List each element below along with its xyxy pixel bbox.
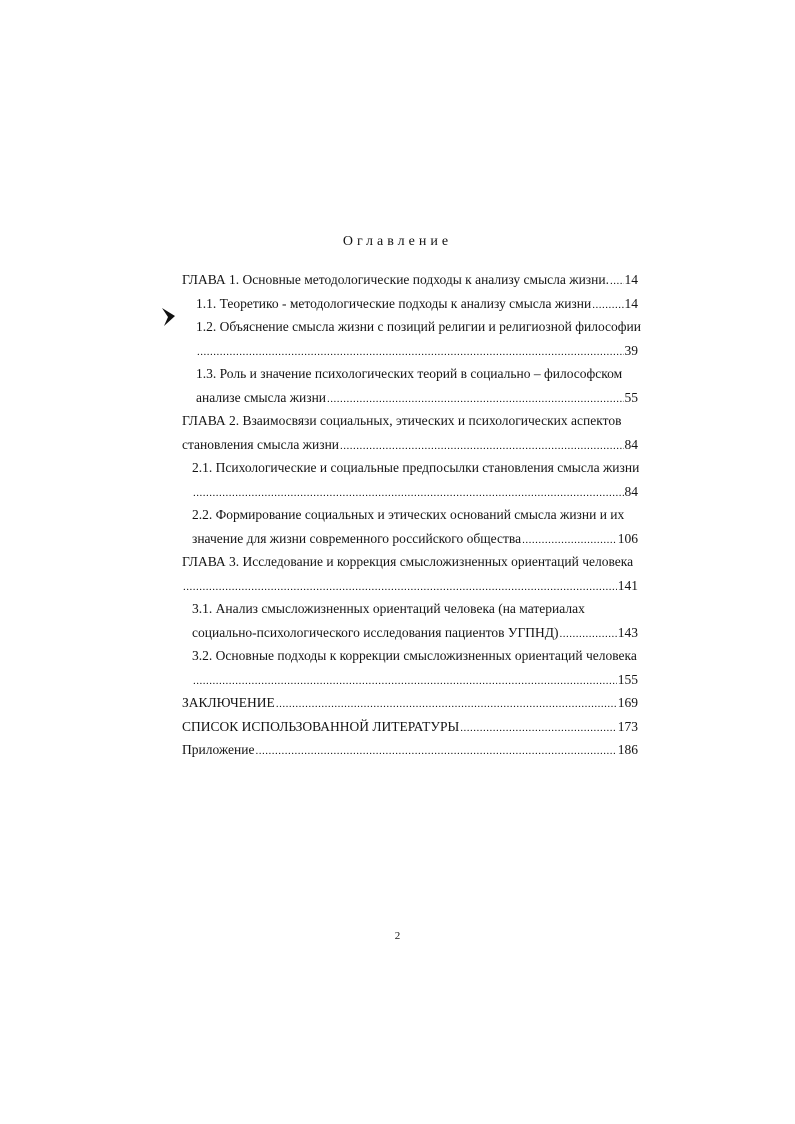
toc-entry-section-2-1[interactable] [182,456,638,503]
toc-entry-text: 3.2. Основные подходы к коррекции смысложизненных ориентаций человека [192,648,637,663]
dot-leader [610,270,624,294]
toc-entry-text: анализе смысла жизни [196,389,327,405]
toc-line [182,503,638,527]
dot-leader [592,294,623,318]
toc-entry-section-2-2[interactable] [182,503,638,550]
dot-leader [276,693,617,717]
toc-entry-page: 55 [624,389,638,405]
toc-line [182,527,638,551]
toc-entry-text: ГЛАВА 3. Исследование и коррекция смысложизненных ориентаций человека [182,554,634,569]
toc-entry-chapter-3[interactable] [182,550,638,597]
toc-entry-chapter-2[interactable] [182,409,638,456]
toc-entry-text: 3.1. Анализ смысложизненных ориентаций человека (на материалах [192,601,585,616]
toc-entry-page: 186 [617,742,638,757]
scan-mark-icon [160,306,178,328]
dot-leader [560,623,617,647]
toc-entry-conclusion[interactable] [182,691,638,715]
toc-entry-section-3-2[interactable] [182,644,638,691]
toc-line [182,738,638,762]
toc-entry-text: ГЛАВА 2. Взаимосвязи социальных, этических и психологических аспектов [182,413,622,428]
toc-line [182,362,638,386]
dot-leader [197,341,624,365]
toc-entry-page: 155 [617,671,638,687]
toc-line [182,480,638,504]
toc-entry-text: СПИСОК ИСПОЛЬЗОВАННОЙ ЛИТЕРАТУРЫ [182,718,460,734]
toc-line [182,386,638,410]
toc-line [182,715,638,739]
toc-line [182,644,638,668]
toc-entry-page: 84 [624,436,638,452]
dot-leader [193,482,624,506]
toc-entry-page: 173 [617,718,638,734]
dot-leader [460,717,617,741]
toc-entry-section-1-3[interactable] [182,362,638,409]
toc-entry-section-1-2[interactable] [182,315,641,362]
toc-entry-text: 1.1. Теоретико - методологические подходы к анализу смысла жизни [196,295,592,311]
toc-line [182,597,638,621]
toc-entry-section-1-1[interactable] [182,292,638,316]
page-number: 2 [394,930,401,942]
table-of-contents [182,268,641,762]
toc-entry-text: 1.3. Роль и значение психологических теорий в социально – философском [196,366,623,381]
toc-entry-section-3-1[interactable] [182,597,638,644]
toc-entry-text: ГЛАВА 1. Основные методологические подходы к анализу смысла жизни. [182,272,609,287]
toc-entry-page: 84 [624,483,638,499]
toc-entry-page: 14 [624,295,638,311]
toc-entry-appendix[interactable] [182,738,638,762]
toc-title: Оглавление [342,234,453,249]
toc-entry-text: Приложение [182,742,255,757]
toc-line [182,574,638,598]
toc-entry-text: 2.1. Психологические и социальные предпосылки становления смысла жизни [192,460,640,475]
toc-line [182,315,641,339]
toc-entry-text: 2.2. Формирование социальных и этических оснований смысла жизни и их [192,507,625,522]
dot-leader [193,670,617,694]
toc-entry-page: 14 [624,272,638,287]
toc-line [182,292,638,316]
toc-line [182,433,638,457]
toc-line [182,268,638,292]
toc-entry-page: 39 [624,342,638,358]
dot-leader [327,388,623,412]
toc-line [182,339,638,363]
toc-entry-page: 143 [617,624,638,640]
toc-entry-page: 169 [617,695,638,710]
toc-entry-references[interactable] [182,715,638,739]
toc-line [182,550,638,574]
toc-line [182,668,638,692]
toc-entry-text: 1.2. Объяснение смысла жизни с позиций религии и религиозной философии [196,319,641,334]
dot-leader [255,740,616,764]
toc-line [182,691,638,715]
toc-line [182,409,638,433]
toc-entry-page: 106 [617,530,638,546]
dot-leader [183,576,617,600]
toc-entry-text: значение для жизни современного российского общества [192,530,522,546]
dot-leader [340,435,623,459]
dot-leader [522,529,617,553]
toc-entry-text: становления смысла жизни [182,436,340,452]
toc-entry-text: ЗАКЛЮЧЕНИЕ [182,695,275,710]
toc-entry-page: 141 [617,577,638,593]
toc-line [182,621,638,645]
toc-entry-chapter-1[interactable] [182,268,638,292]
toc-line [182,456,638,480]
toc-entry-text: социально-психологического исследования пациентов УГПНД) [192,624,559,640]
